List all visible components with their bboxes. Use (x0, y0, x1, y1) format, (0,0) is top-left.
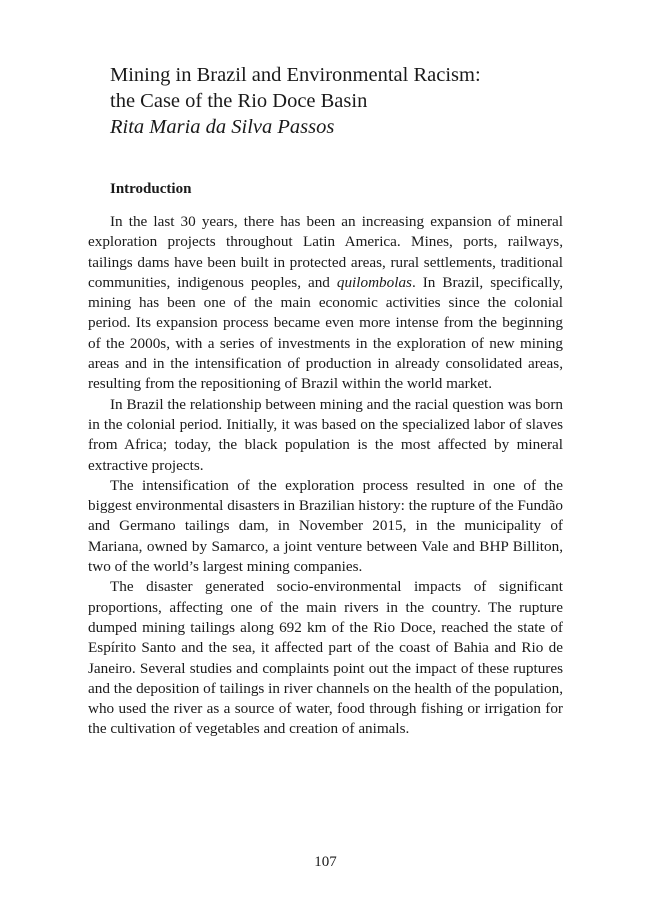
paragraph-2: In Brazil the relationship between mining and the racial question was born in the colonial period. Initially, it was based on the specialized labor of slaves from Africa; today, the black population is the most affected by mineral extractive projects. (88, 395, 563, 474)
paragraph-1-text-after: . In Brazil, specifically, mining has been one of the main economic activities since the colonial period. Its expansion process became even more intense from the beginning of the 2000s, with a series of investments in the exploration of new mining areas and in the intensification of production in already consolidated areas, resulting from the repositioning of Brazil within the world market. (88, 273, 563, 393)
chapter-author: Rita Maria da Silva Passos (110, 116, 335, 138)
page-number: 107 (314, 854, 337, 870)
section-heading: Introduction (110, 181, 192, 197)
body-text (88, 212, 563, 740)
chapter-title-line-1: Mining in Brazil and Environmental Racism: (110, 64, 481, 86)
paragraph-1-text-before: In the last 30 years, there has been an increasing expansion of mineral exploration projects throughout Latin America. Mines, ports, railways, tailings dams have been built in protected areas, rural settlements, traditional communities, indigenous peoples, and (88, 213, 563, 291)
book-page (88, 0, 563, 922)
chapter-title-line-2: the Case of the Rio Doce Basin (110, 90, 368, 112)
chapter-title-block (110, 62, 570, 140)
paragraph-1-italic-term: quilombolas (336, 273, 412, 291)
paragraph-4: The disaster generated socio-environmental impacts of significant proportions, affecting one of the main rivers in the country. The rupture dumped mining tailings along 692 km of the Rio Doce, reached the state of Espírito Santo and the sea, it affected part of the coast of Bahia and Rio de Janeiro. Several studies and complaints point out the impact of these ruptures and the deposition of tailings in river channels on the health of the population, who used the river as a source of water, food through fishing or irrigation for the cultivation of vegetables and creation of animals. (88, 578, 563, 738)
paragraph-1 (88, 212, 563, 395)
paragraph-3: The intensification of the exploration process resulted in one of the biggest environmental disasters in Brazilian history: the rupture of the Fundão and Germano tailings dam, in November 2015, in the municipality of Mariana, owned by Samarco, a joint venture between Vale and BHP Billiton, two of the world’s largest mining companies. (88, 476, 563, 576)
